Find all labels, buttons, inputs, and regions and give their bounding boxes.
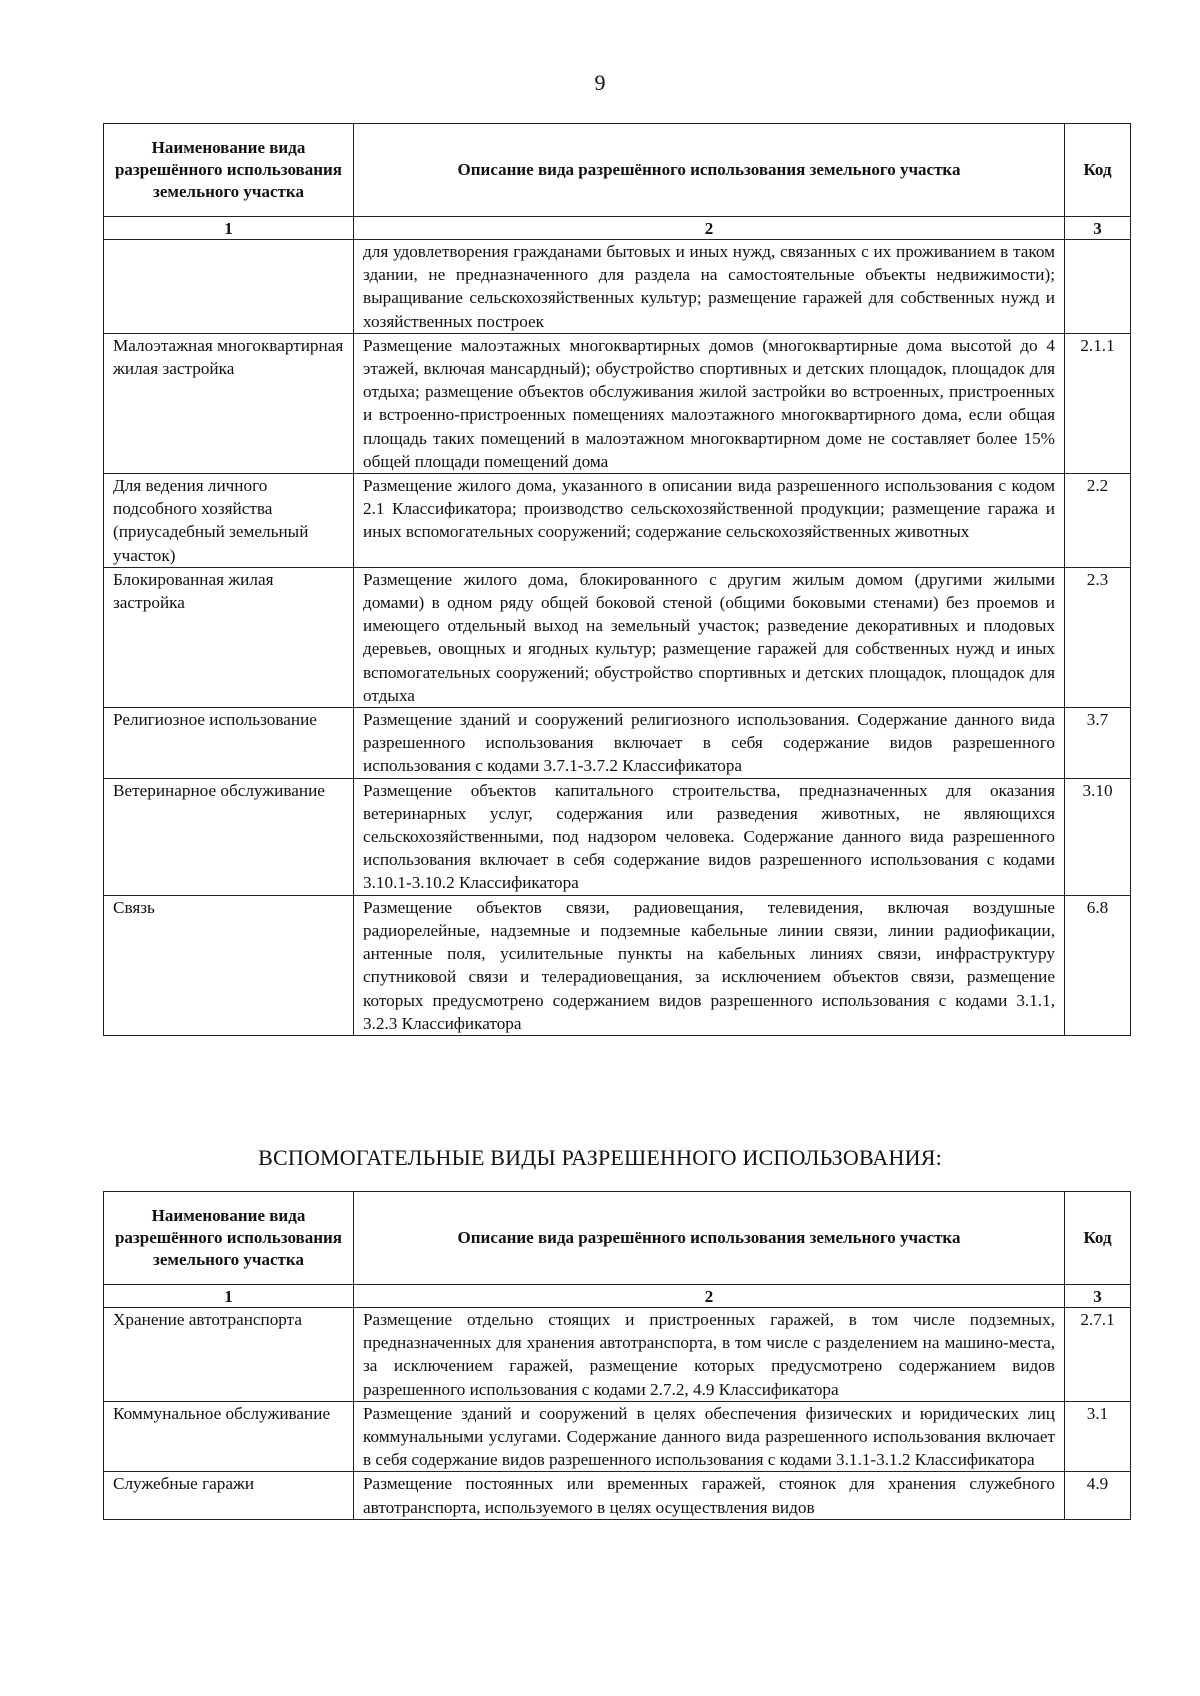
use-name-cell: [104, 240, 354, 334]
auxiliary-uses-section-title: ВСПОМОГАТЕЛЬНЫЕ ВИДЫ РАЗРЕШЕННОГО ИСПОЛЬЗОВАНИЯ:: [258, 1145, 942, 1170]
use-code-cell: 3.10: [1065, 778, 1131, 895]
use-description-cell: Размещение отдельно стоящих и пристроенных гаражей, в том числе подземных, предназначенных для хранения автотранспорта, в том числе с разделением на машино-места, за исключением гаражей, размещение которых предусмотрено содержанием видов разрешенного использования с кодами 2.7.2, 4.9 Классификатора: [354, 1308, 1065, 1402]
table-row: [104, 474, 1131, 568]
use-code-cell: 2.1.1: [1065, 333, 1131, 473]
column-number-1: 1: [104, 1285, 354, 1308]
use-code-cell: 3.7: [1065, 708, 1131, 779]
table-column-numbers-row: [104, 1285, 1131, 1308]
table-row: [104, 567, 1131, 707]
column-number-1: 1: [104, 217, 354, 240]
use-description-cell: Размещение жилого дома, блокированного с другим жилым домом (другими жилыми домами) в одном ряду общей боковой стеной (общими боковыми стенами) без проемов и имеющего отдельный выход на земельный участок; разведение декоративных и плодовых деревьев, овощных и ягодных культур; размещение гаражей для собственных нужд и иных вспомогательных сооружений; обустройство спортивных и детских площадок, площадок для отдыха: [354, 567, 1065, 707]
use-name-cell: Малоэтажная многоквартирная жилая застройка: [104, 333, 354, 473]
header-code-column: Код: [1065, 1192, 1131, 1285]
use-name-cell: Блокированная жилая застройка: [104, 567, 354, 707]
table-header-row: [104, 124, 1131, 217]
use-name-cell: Хранение автотранспорта: [104, 1308, 354, 1402]
use-code-cell: 2.3: [1065, 567, 1131, 707]
table-header-row: [104, 1192, 1131, 1285]
use-description-cell: Размещение малоэтажных многоквартирных домов (многоквартирные дома высотой до 4 этажей, включая мансардный); обустройство спортивных и детских площадок, площадок для отдыха; размещение объектов обслуживания жилой застройки во встроенных, пристроенных и встроенно-пристроенных помещениях малоэтажного многоквартирного дома, если общая площадь таких помещений в малоэтажном многоквартирном доме не составляет более 15% общей площади помещений дома: [354, 333, 1065, 473]
table-row: [104, 778, 1131, 895]
main-land-use-table: [103, 123, 1131, 1036]
use-name-cell: Религиозное использование: [104, 708, 354, 779]
table-row: [104, 708, 1131, 779]
table-row: [104, 895, 1131, 1035]
table-row: [104, 1308, 1131, 1402]
use-name-cell: Связь: [104, 895, 354, 1035]
table-row: [104, 333, 1131, 473]
use-code-cell: 2.2: [1065, 474, 1131, 568]
use-description-cell: Размещение объектов капитального строительства, предназначенных для оказания ветеринарных услуг, содержания или разведения животных, не являющихся сельскохозяйственными, под надзором человека. Содержание данного вида разрешенного использования включает в себя содержание видов разрешенного использования с кодами 3.10.1-3.10.2 Классификатора: [354, 778, 1065, 895]
use-name-cell: Для ведения личного подсобного хозяйства (приусадебный земельный участок): [104, 474, 354, 568]
use-description-cell: Размещение зданий и сооружений религиозного использования. Содержание данного вида разрешенного использования включает в себя содержание видов разрешенного использования с кодами 3.7.1-3.7.2 Классификатора: [354, 708, 1065, 779]
use-code-cell: 3.1: [1065, 1401, 1131, 1472]
table-row: [104, 240, 1131, 334]
auxiliary-land-use-table: [103, 1191, 1131, 1520]
use-name-cell: Коммунальное обслуживание: [104, 1401, 354, 1472]
column-number-3: 3: [1065, 217, 1131, 240]
use-name-cell: Ветеринарное обслуживание: [104, 778, 354, 895]
header-name-column: Наименование вида разрешённого использования земельного участка: [104, 1192, 354, 1285]
use-code-cell: 2.7.1: [1065, 1308, 1131, 1402]
table-row: [104, 1472, 1131, 1519]
header-description-column: Описание вида разрешённого использования земельного участка: [354, 1192, 1065, 1285]
page-number: 9: [594, 70, 606, 95]
use-description-cell: для удовлетворения гражданами бытовых и иных нужд, связанных с их проживанием в таком здании, не предназначенного для раздела на самостоятельные объекты недвижимости); выращивание сельскохозяйственных культур; размещение гаражей для собственных нужд и хозяйственных построек: [354, 240, 1065, 334]
column-number-2: 2: [354, 217, 1065, 240]
header-code-column: Код: [1065, 124, 1131, 217]
use-description-cell: Размещение постоянных или временных гаражей, стоянок для хранения служебного автотранспорта, используемого в целях осуществления видов: [354, 1472, 1065, 1519]
table-row: [104, 1401, 1131, 1472]
header-description-column: Описание вида разрешённого использования земельного участка: [354, 124, 1065, 217]
column-number-3: 3: [1065, 1285, 1131, 1308]
use-description-cell: Размещение жилого дома, указанного в описании вида разрешенного использования с кодом 2.1 Классификатора; производство сельскохозяйственной продукции; размещение гаража и иных вспомогательных сооружений; содержание сельскохозяйственных животных: [354, 474, 1065, 568]
use-name-cell: Служебные гаражи: [104, 1472, 354, 1519]
use-code-cell: [1065, 240, 1131, 334]
table-column-numbers-row: [104, 217, 1131, 240]
header-name-column: Наименование вида разрешённого использования земельного участка: [104, 124, 354, 217]
use-code-cell: 6.8: [1065, 895, 1131, 1035]
column-number-2: 2: [354, 1285, 1065, 1308]
use-description-cell: Размещение зданий и сооружений в целях обеспечения физических и юридических лиц коммунальными услугами. Содержание данного вида разрешенного использования включает в себя содержание видов разрешенного использования с кодами 3.1.1-3.1.2 Классификатора: [354, 1401, 1065, 1472]
use-code-cell: 4.9: [1065, 1472, 1131, 1519]
use-description-cell: Размещение объектов связи, радиовещания, телевидения, включая воздушные радиорелейные, надземные и подземные кабельные линии связи, линии радиофикации, антенные поля, усилительные пункты на кабельных линиях связи, инфраструктуру спутниковой связи и телерадиовещания, за исключением объектов связи, размещение которых предусмотрено содержанием видов разрешенного использования с кодами 3.1.1, 3.2.3 Классификатора: [354, 895, 1065, 1035]
